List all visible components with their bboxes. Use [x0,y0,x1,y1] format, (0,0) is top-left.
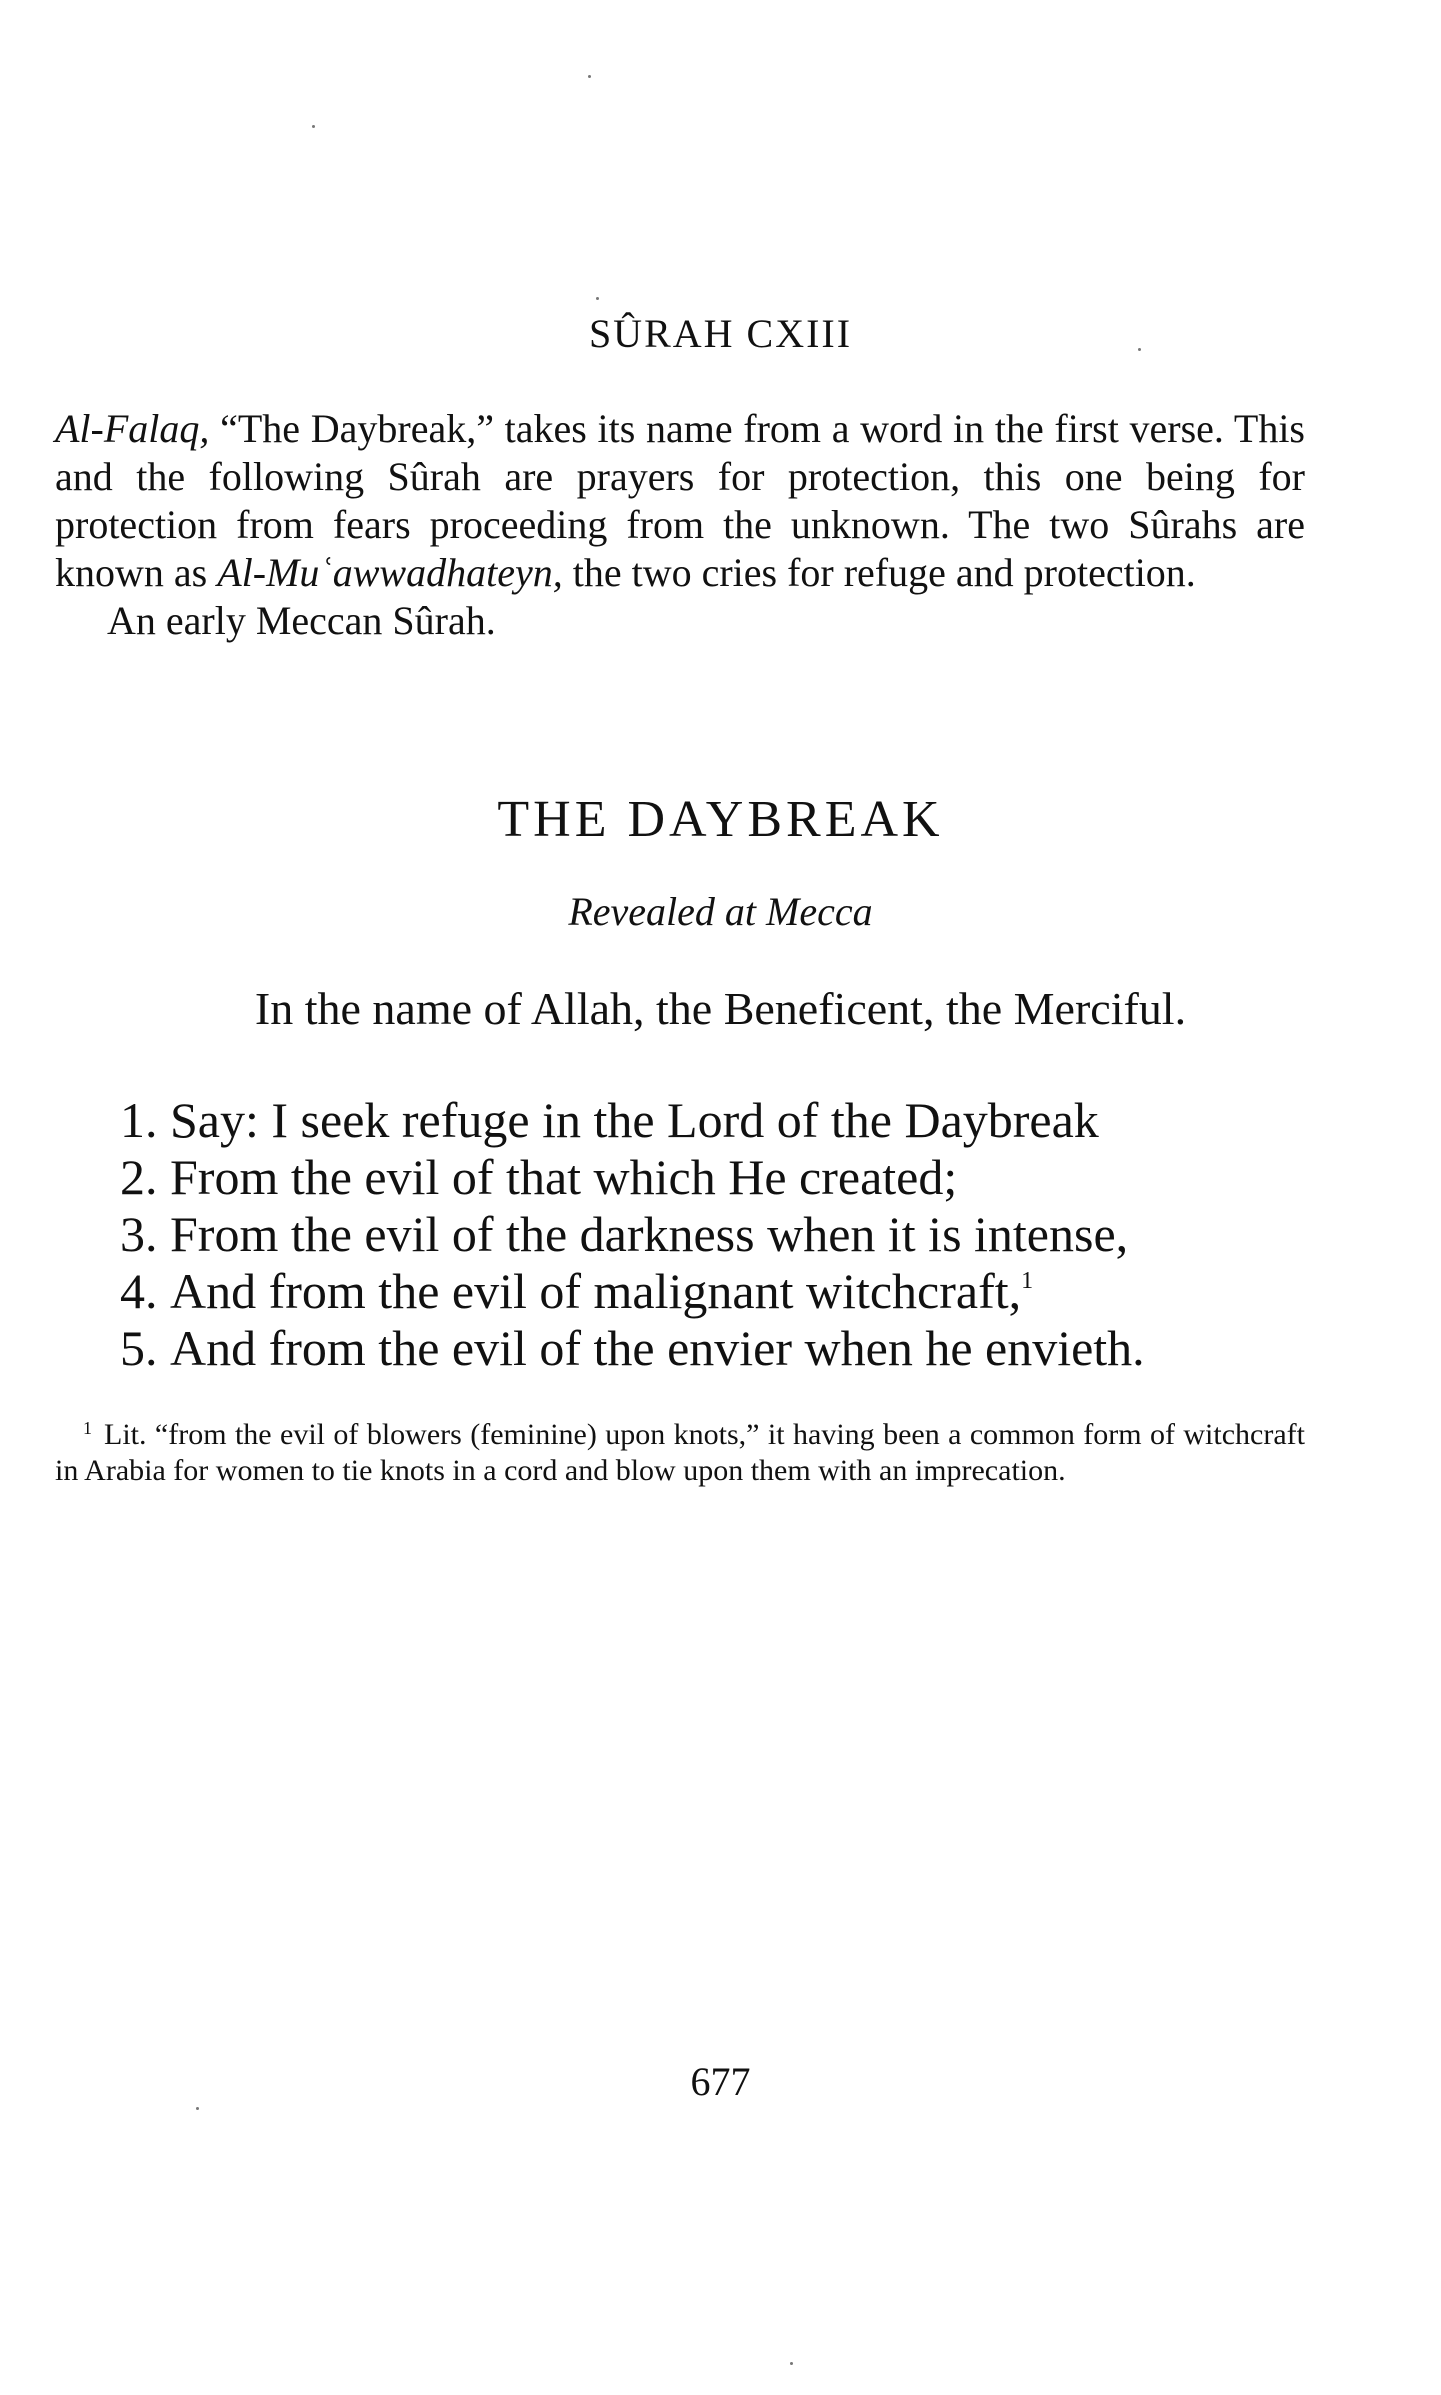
chapter-title: THE DAYBREAK [497,791,944,848]
surah-heading: SÛRAH CXIII [588,311,853,356]
footnote-text: Lit. “from the evil of blowers (feminine) upon knots,” it having been a common form of witchcraft in Arabia for women to tie knots in a cord and blow upon them with an imprecation. [55,1418,1305,1487]
footnote-mark: 1 [83,1418,92,1438]
verse-text: Say: I seek refuge in the Lord of the Daybreak [170,1092,1099,1148]
verse-number: 2. [120,1149,158,1205]
footnote-reference[interactable]: 1 [1021,1268,1034,1294]
intro-text-part-1: “The Daybreak,” takes its name from a word in the first verse. This and the following Sûrah are prayers for protection, this one being for protection from fears proceeding from the unknown. The two Sûrahs are known as [55,406,1305,595]
verse-number: 4. [120,1263,158,1319]
print-speck [790,2362,793,2365]
verse [120,1149,1145,1206]
verse-text: And from the evil of malignant witchcraft, [170,1263,1022,1319]
verse-list [120,1092,1145,1377]
verse-number: 3. [120,1206,158,1262]
verse [120,1263,1145,1320]
verse-text: And from the evil of the envier when he envieth. [170,1320,1145,1376]
intro-text-part-2: the two cries for refuge and protection. [562,550,1196,595]
verse [120,1092,1145,1149]
footnote [55,1410,1305,1489]
term-italic: Al-Muʿawwadhateyn, [217,550,563,595]
verse [120,1320,1145,1377]
verse [120,1206,1145,1263]
print-speck [596,297,599,300]
intro-second-line: An early Meccan Sûrah. [107,598,496,643]
revealed-at: Revealed at Mecca [568,889,873,934]
print-speck [196,2107,199,2110]
verse-number: 1. [120,1092,158,1148]
verse-text: From the evil of that which He created; [170,1149,958,1205]
bismillah: In the name of Allah, the Beneficent, the Merciful. [254,983,1187,1034]
intro-paragraph [55,405,1305,645]
print-speck [588,75,591,78]
surah-name-italic: Al-Falaq, [55,406,210,451]
print-speck [312,125,315,128]
verse-text: From the evil of the darkness when it is intense, [170,1206,1129,1262]
page-number: 677 [690,2059,751,2104]
verse-number: 5. [120,1320,158,1376]
